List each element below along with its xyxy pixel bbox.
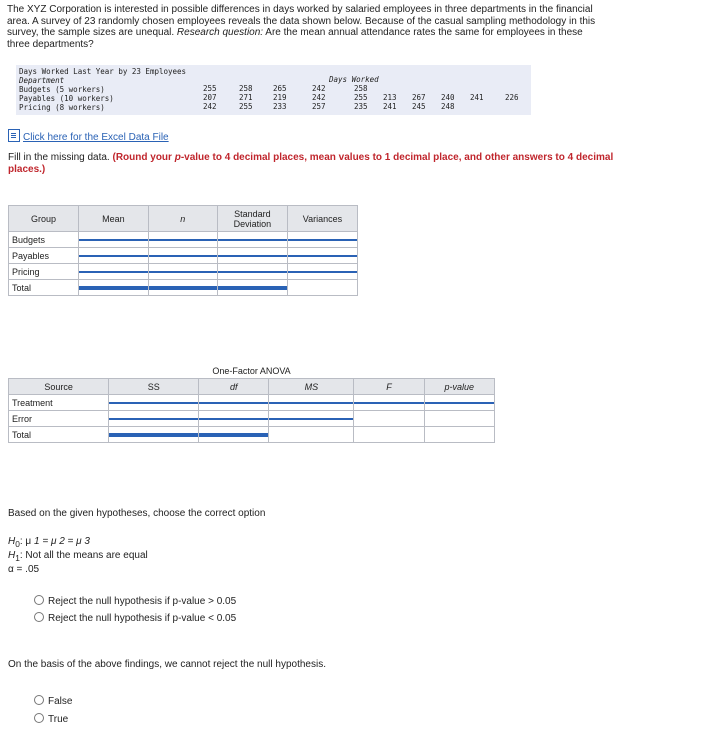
null-hypothesis: $H_0$: μ 1 = μ 2 = μ 3 — [8, 536, 90, 549]
anova-header-source: Source — [9, 379, 109, 395]
row-pricing: Pricing — [9, 264, 79, 280]
days-worked-header: Days Worked — [329, 75, 379, 84]
days-value-cell: 207 — [203, 93, 217, 102]
radio-icon[interactable] — [34, 713, 44, 723]
pricing-n-input[interactable] — [149, 271, 217, 273]
hypothesis-prompt: Based on the given hypotheses, choose the correct option — [8, 508, 266, 519]
group-stats-table — [8, 205, 358, 296]
header-mean: Mean — [79, 206, 149, 232]
hypotheses-block — [8, 536, 148, 576]
header-std-dev: Standard Deviation — [217, 206, 287, 232]
days-value-cell: 226 — [505, 93, 519, 102]
days-value-cell: 242 — [312, 84, 326, 93]
anova-header-df: df — [199, 379, 269, 395]
alt-hypothesis: $H_1$: Not all the means are equal — [8, 550, 148, 563]
total-ms-cell — [269, 427, 354, 443]
row-budgets: Budgets — [9, 232, 79, 248]
anova-row-treatment: Treatment — [9, 395, 109, 411]
total-variance-cell — [287, 280, 357, 296]
anova-row-error: Error — [9, 411, 109, 427]
intro-line-4: three departments? — [7, 38, 94, 50]
error-f-cell — [354, 411, 424, 427]
anova-header-ss: SS — [109, 379, 199, 395]
header-n: n — [148, 206, 217, 232]
instructions: Fill in the missing data. (Round your p-value to 4 decimal places, mean values to 1 decimal place, and other answers to 4 decimal places.) — [8, 152, 614, 175]
days-value-cell: 255 — [203, 84, 217, 93]
treatment-pvalue-input[interactable] — [425, 402, 494, 404]
days-value-cell: 255 — [239, 102, 253, 111]
excel-data-link[interactable] — [8, 129, 169, 143]
payables-variance-input[interactable] — [288, 255, 357, 257]
anova-header-ms: MS — [269, 379, 354, 395]
excel-link-text: Click here for the Excel Data File — [23, 132, 169, 143]
radio-icon[interactable] — [34, 595, 44, 605]
total-f-cell — [354, 427, 424, 443]
days-value-cell: 219 — [273, 93, 287, 102]
option-reject-greater[interactable]: Reject the null hypothesis if p-value > 0.05 — [34, 595, 236, 607]
row-label-budgets: Budgets (5 workers) — [19, 85, 105, 94]
row-payables: Payables — [9, 248, 79, 264]
total-std-input[interactable] — [218, 286, 287, 290]
row-label-pricing: Pricing (8 workers) — [19, 103, 105, 112]
days-value-cell: 267 — [412, 93, 426, 102]
days-value-cell: 241 — [470, 93, 484, 102]
days-value-cell: 242 — [203, 102, 217, 111]
intro-line-3: survey, the sample sizes are unequal. Research question: Are the mean annual attendance rates the same for employees in these — [7, 27, 583, 38]
total-df-input[interactable] — [199, 433, 268, 437]
days-value-cell: 241 — [383, 102, 397, 111]
days-value-cell: 255 — [354, 93, 368, 102]
intro-line-1: The XYZ Corporation is interested in possible differences in days worked by salaried employees in three departments in the financial — [7, 4, 593, 15]
days-worked-data-box — [16, 65, 531, 115]
data-box-title: Days Worked Last Year by 23 Employees — [19, 67, 187, 76]
anova-title: One-Factor ANOVA — [212, 366, 291, 376]
pricing-variance-input[interactable] — [288, 271, 357, 273]
total-mean-input[interactable] — [79, 286, 148, 290]
option-false[interactable]: False — [34, 695, 72, 707]
budgets-variance-input[interactable] — [288, 239, 357, 241]
total-n-input[interactable] — [149, 286, 217, 290]
conclusion-statement: On the basis of the above findings, we cannot reject the null hypothesis. — [8, 659, 326, 670]
anova-header-f: F — [354, 379, 424, 395]
days-value-cell: 242 — [312, 93, 326, 102]
days-value-cell: 257 — [312, 102, 326, 111]
anova-table — [8, 378, 495, 443]
error-df-input[interactable] — [199, 418, 268, 420]
treatment-df-input[interactable] — [199, 402, 268, 404]
days-value-cell: 235 — [354, 102, 368, 111]
days-value-cell: 233 — [273, 102, 287, 111]
budgets-mean-input[interactable] — [79, 239, 148, 241]
radio-icon[interactable] — [34, 612, 44, 622]
days-value-cell: 265 — [273, 84, 287, 93]
header-group: Group — [9, 206, 79, 232]
header-variances: Variances — [287, 206, 357, 232]
budgets-n-input[interactable] — [149, 239, 217, 241]
treatment-ss-input[interactable] — [109, 402, 198, 404]
days-value-cell: 271 — [239, 93, 253, 102]
problem-intro — [7, 4, 707, 50]
days-value-cell: 258 — [354, 84, 368, 93]
payables-n-input[interactable] — [149, 255, 217, 257]
days-value-cell: 245 — [412, 102, 426, 111]
treatment-f-input[interactable] — [354, 402, 423, 404]
treatment-ms-input[interactable] — [269, 402, 353, 404]
error-pvalue-cell — [424, 411, 494, 427]
alpha-level: α = .05 — [8, 564, 40, 575]
row-label-payables: Payables (10 workers) — [19, 94, 114, 103]
days-value-cell: 213 — [383, 93, 397, 102]
payables-mean-input[interactable] — [79, 255, 148, 257]
pricing-mean-input[interactable] — [79, 271, 148, 273]
anova-header-pvalue: p-value — [424, 379, 494, 395]
total-ss-input[interactable] — [109, 433, 198, 437]
days-value-cell: 248 — [441, 102, 455, 111]
intro-line-2: area. A survey of 23 randomly chosen employees reveals the data shown below. Because of the casual sampling methodology in this — [7, 15, 596, 27]
payables-std-input[interactable] — [218, 255, 287, 257]
document-icon — [8, 129, 20, 142]
error-ms-input[interactable] — [269, 418, 353, 420]
days-value-cell: 258 — [239, 84, 253, 93]
days-value-cell: 240 — [441, 93, 455, 102]
option-true[interactable]: True — [34, 713, 68, 725]
budgets-std-input[interactable] — [218, 239, 287, 241]
error-ss-input[interactable] — [109, 418, 198, 420]
radio-icon[interactable] — [34, 695, 44, 705]
total-pvalue-cell — [424, 427, 494, 443]
department-header: Department — [19, 76, 65, 85]
option-reject-less[interactable]: Reject the null hypothesis if p-value < 0.05 — [34, 612, 236, 624]
anova-row-total: Total — [9, 427, 109, 443]
pricing-std-input[interactable] — [218, 271, 287, 273]
row-total: Total — [9, 280, 79, 296]
